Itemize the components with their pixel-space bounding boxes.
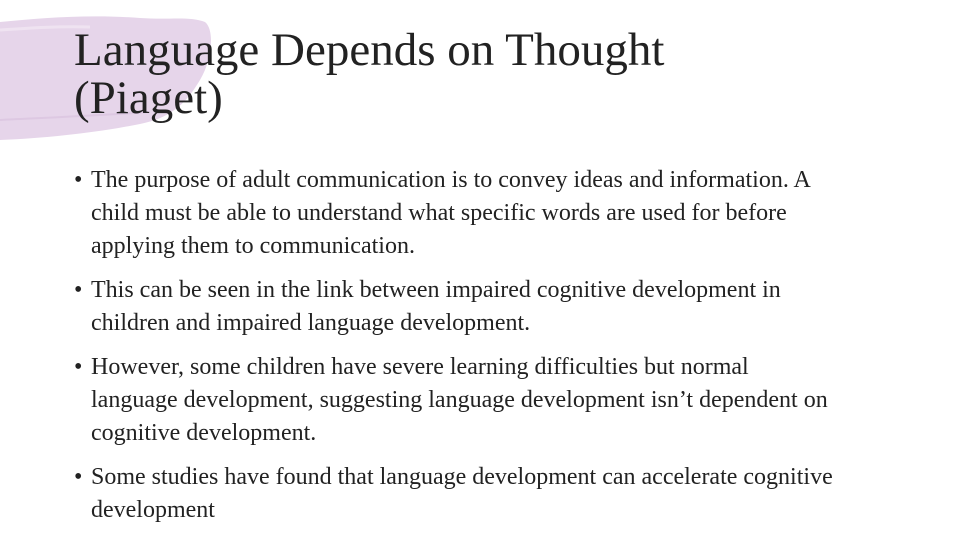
slide-title-line-1: Language Depends on Thought — [74, 24, 665, 76]
bullet-dot: • — [74, 354, 83, 380]
bullet-item — [74, 351, 834, 450]
bullet-text: This can be seen in the link between impaired cognitive development in children and impaired language development. — [91, 277, 781, 336]
bullet-text: Some studies have found that language development can accelerate cognitive development — [91, 464, 833, 523]
bullet-item — [74, 164, 834, 263]
bullet-item — [74, 274, 834, 340]
bullet-text: However, some children have severe learning difficulties but normal language development, suggesting language development isn’t dependent on cognitive development. — [91, 354, 828, 446]
bullet-dot: • — [74, 167, 83, 193]
bullet-dot: • — [74, 464, 83, 490]
bullet-text: The purpose of adult communication is to convey ideas and information. A child must be able to understand what specific words are used for before applying them to communication. — [91, 167, 810, 259]
bullet-list — [74, 164, 834, 538]
slide-title — [74, 26, 914, 122]
bullet-dot: • — [74, 277, 83, 303]
slide-title-line-2: (Piaget) — [74, 72, 223, 124]
bullet-item — [74, 461, 834, 527]
